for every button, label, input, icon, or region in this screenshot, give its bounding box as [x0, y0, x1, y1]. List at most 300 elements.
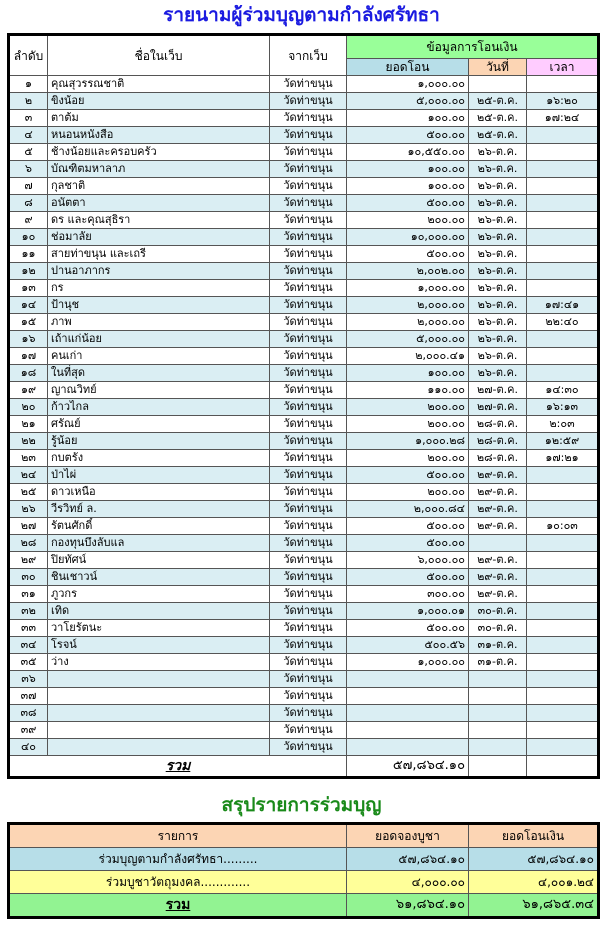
table-row	[9, 637, 599, 654]
transfer-time	[527, 569, 599, 586]
from-web: วัดท่าขนุน	[270, 603, 347, 620]
transfer-time	[527, 552, 599, 569]
donor-name: เทิด	[48, 603, 270, 620]
donor-table	[7, 33, 600, 779]
table-row	[9, 161, 599, 178]
summary-table	[7, 822, 600, 919]
transfer-date	[469, 535, 527, 552]
transfer-time: ๒๒:๔๐	[527, 314, 599, 331]
transfer-date: ๒๖-ต.ค.	[469, 297, 527, 314]
transfer-amount: ๒๐๐.๐๐	[347, 416, 469, 433]
row-no: ๒๕	[9, 484, 48, 501]
donor-name: ดาวเหนือ	[48, 484, 270, 501]
table-row	[9, 467, 599, 484]
table-row	[9, 110, 599, 127]
total-label: รวม	[165, 757, 191, 774]
transfer-amount	[347, 722, 469, 739]
table-row	[9, 144, 599, 161]
transfer-time: ๑๗:๔๑	[527, 297, 599, 314]
transfer-time	[527, 722, 599, 739]
transfer-amount: ๕๐๐.๐๐	[347, 569, 469, 586]
table-row	[9, 263, 599, 280]
row-no: ๓๘	[9, 705, 48, 722]
summary-header-transferred: ยอดโอนเงิน	[469, 824, 599, 848]
row-no: ๒๒	[9, 433, 48, 450]
transfer-time	[527, 688, 599, 705]
transfer-time: ๒:๐๓	[527, 416, 599, 433]
total-amount: ๕๗,๘๖๔.๑๐	[347, 756, 469, 778]
transfer-amount: ๑,๐๐๐.๐๐	[347, 654, 469, 671]
from-web: วัดท่าขนุน	[270, 518, 347, 535]
summary-total-label-cell	[9, 894, 347, 918]
transfer-amount	[347, 705, 469, 722]
row-no: ๒๐	[9, 399, 48, 416]
from-web: วัดท่าขนุน	[270, 620, 347, 637]
from-web: วัดท่าขนุน	[270, 280, 347, 297]
table-row	[9, 535, 599, 552]
row-no: ๓๔	[9, 637, 48, 654]
row-no: ๒๖	[9, 501, 48, 518]
table-row	[9, 93, 599, 110]
donor-name: วีรวิทย์ ล.	[48, 501, 270, 518]
table-row	[9, 416, 599, 433]
transfer-amount: ๑๐,๕๕๐.๐๐	[347, 144, 469, 161]
transfer-date: ๒๖-ต.ค.	[469, 212, 527, 229]
donor-name: ช่อมาลัย	[48, 229, 270, 246]
row-no: ๑๗	[9, 348, 48, 365]
row-no: ๒	[9, 93, 48, 110]
transfer-date: ๒๘-ต.ค.	[469, 416, 527, 433]
table-row	[9, 603, 599, 620]
transfer-amount: ๒๐๐.๐๐	[347, 399, 469, 416]
transfer-amount: ๕,๐๐๐.๐๐	[347, 93, 469, 110]
transfer-date: ๒๙-ต.ค.	[469, 569, 527, 586]
transfer-amount: ๑๐,๐๐๐.๐๐	[347, 229, 469, 246]
table-row	[9, 382, 599, 399]
transfer-amount: ๑๐๐.๐๐	[347, 161, 469, 178]
row-no: ๑๓	[9, 280, 48, 297]
donor-name: เถ้าแก่น้อย	[48, 331, 270, 348]
summary-pledged: ๕๗,๘๖๔.๑๐	[347, 848, 469, 871]
row-no: ๒๔	[9, 467, 48, 484]
transfer-date: ๓๐-ต.ค.	[469, 620, 527, 637]
transfer-time	[527, 348, 599, 365]
row-no: ๔	[9, 127, 48, 144]
transfer-amount: ๒,๐๐๐.๐๐	[347, 314, 469, 331]
row-no: ๓	[9, 110, 48, 127]
transfer-amount: ๒๐๐.๐๐	[347, 484, 469, 501]
transfer-amount: ๒๐๐.๐๐	[347, 212, 469, 229]
donor-name: ขิงน้อย	[48, 93, 270, 110]
from-web: วัดท่าขนุน	[270, 76, 347, 93]
transfer-date: ๓๑-ต.ค.	[469, 637, 527, 654]
transfer-time	[527, 212, 599, 229]
transfer-time	[527, 161, 599, 178]
row-no: ๕	[9, 144, 48, 161]
from-web: วัดท่าขนุน	[270, 382, 347, 399]
transfer-amount: ๓๐๐.๐๐	[347, 586, 469, 603]
donor-name: ป่าไผ่	[48, 467, 270, 484]
donor-name	[48, 722, 270, 739]
from-web: วัดท่าขนุน	[270, 229, 347, 246]
from-web: วัดท่าขนุน	[270, 654, 347, 671]
transfer-time: ๑๔:๓๐	[527, 382, 599, 399]
transfer-time	[527, 280, 599, 297]
header-from: จากเว็บ	[270, 35, 347, 76]
row-no: ๓๑	[9, 586, 48, 603]
transfer-date: ๓๑-ต.ค.	[469, 654, 527, 671]
page-title: รายนามผู้ร่วมบุญตามกำลังศรัทธา	[163, 4, 440, 26]
table-row	[9, 127, 599, 144]
from-web: วัดท่าขนุน	[270, 246, 347, 263]
transfer-amount: ๑,๐๐๐.๐๐	[347, 280, 469, 297]
transfer-time	[527, 654, 599, 671]
transfer-amount: ๕๐๐.๐๐	[347, 535, 469, 552]
table-row	[9, 76, 599, 93]
from-web: วัดท่าขนุน	[270, 671, 347, 688]
table-row	[9, 569, 599, 586]
transfer-amount: ๑,๐๐๐.๒๘	[347, 433, 469, 450]
donor-name: หนอนหนังสือ	[48, 127, 270, 144]
row-no: ๖	[9, 161, 48, 178]
donor-name: ภูวกร	[48, 586, 270, 603]
row-no: ๓๗	[9, 688, 48, 705]
donor-name: บัณฑิตมหาลาภ	[48, 161, 270, 178]
row-no: ๑๕	[9, 314, 48, 331]
row-no: ๔๐	[9, 739, 48, 756]
transfer-date: ๒๖-ต.ค.	[469, 229, 527, 246]
donor-name: กบตรัง	[48, 450, 270, 467]
transfer-date: ๓๐-ต.ค.	[469, 603, 527, 620]
row-no: ๓๖	[9, 671, 48, 688]
transfer-date: ๒๘-ต.ค.	[469, 433, 527, 450]
summary-total-transferred: ๖๑,๘๖๕.๓๔	[469, 894, 599, 918]
table-row	[9, 518, 599, 535]
header-transfer-info: ข้อมูลการโอนเงิน	[347, 35, 599, 59]
summary-item: ร่วมบูชาวัตถุมงคล.............	[9, 871, 347, 894]
donor-name: ญาณวิทย์	[48, 382, 270, 399]
transfer-time	[527, 365, 599, 382]
transfer-time	[527, 246, 599, 263]
table-row	[9, 365, 599, 382]
donor-name: โรจน์	[48, 637, 270, 654]
table-row	[9, 739, 599, 756]
from-web: วัดท่าขนุน	[270, 144, 347, 161]
summary-total-pledged: ๖๑,๘๖๔.๑๐	[347, 894, 469, 918]
transfer-time: ๑๖:๒๐	[527, 93, 599, 110]
summary-row	[9, 848, 599, 871]
donor-name: ในที่สุด	[48, 365, 270, 382]
row-no: ๓๐	[9, 569, 48, 586]
transfer-date: ๒๙-ต.ค.	[469, 518, 527, 535]
table-row	[9, 212, 599, 229]
row-no: ๓๕	[9, 654, 48, 671]
from-web: วัดท่าขนุน	[270, 93, 347, 110]
transfer-date: ๒๖-ต.ค.	[469, 365, 527, 382]
donor-name: ก้าวไกล	[48, 399, 270, 416]
transfer-date: ๒๕-ต.ค.	[469, 110, 527, 127]
from-web: วัดท่าขนุน	[270, 416, 347, 433]
transfer-amount: ๑๑๐.๐๐	[347, 382, 469, 399]
transfer-date: ๒๙-ต.ค.	[469, 552, 527, 569]
transfer-date	[469, 688, 527, 705]
transfer-amount: ๒,๐๐๒.๐๐	[347, 263, 469, 280]
transfer-amount: ๕๐๐.๐๐	[347, 518, 469, 535]
table-row	[9, 620, 599, 637]
row-no: ๓๓	[9, 620, 48, 637]
transfer-time	[527, 603, 599, 620]
row-no: ๒๙	[9, 552, 48, 569]
table-row	[9, 433, 599, 450]
transfer-time: ๑๐:๐๓	[527, 518, 599, 535]
from-web: วัดท่าขนุน	[270, 161, 347, 178]
from-web: วัดท่าขนุน	[270, 535, 347, 552]
transfer-time	[527, 178, 599, 195]
donor-name: กุลชาติ	[48, 178, 270, 195]
row-no: ๒๗	[9, 518, 48, 535]
row-no: ๘	[9, 195, 48, 212]
transfer-amount: ๕๐๐.๐๐	[347, 195, 469, 212]
row-no: ๒๓	[9, 450, 48, 467]
from-web: วัดท่าขนุน	[270, 178, 347, 195]
donor-name: ป้านุช	[48, 297, 270, 314]
row-no: ๑๒	[9, 263, 48, 280]
transfer-time: ๑๗:๒๔	[527, 110, 599, 127]
table-row	[9, 688, 599, 705]
row-no: ๑๘	[9, 365, 48, 382]
transfer-amount: ๑๐๐.๐๐	[347, 178, 469, 195]
table-row	[9, 178, 599, 195]
transfer-amount: ๕๐๐.๐๐	[347, 127, 469, 144]
total-empty-date	[469, 756, 527, 778]
transfer-date: ๒๙-ต.ค.	[469, 501, 527, 518]
row-no: ๑๙	[9, 382, 48, 399]
from-web: วัดท่าขนุน	[270, 450, 347, 467]
transfer-amount: ๕,๐๐๐.๐๐	[347, 331, 469, 348]
from-web: วัดท่าขนุน	[270, 399, 347, 416]
transfer-date	[469, 76, 527, 93]
transfer-amount	[347, 671, 469, 688]
transfer-date: ๒๕-ต.ค.	[469, 127, 527, 144]
donor-name	[48, 705, 270, 722]
from-web: วัดท่าขนุน	[270, 110, 347, 127]
table-row	[9, 280, 599, 297]
from-web: วัดท่าขนุน	[270, 195, 347, 212]
row-no: ๗	[9, 178, 48, 195]
transfer-date: ๒๖-ต.ค.	[469, 331, 527, 348]
summary-header-pledged: ยอดจองบูชา	[347, 824, 469, 848]
transfer-amount: ๕๐๐.๐๐	[347, 620, 469, 637]
transfer-time	[527, 195, 599, 212]
table-row	[9, 195, 599, 212]
from-web: วัดท่าขนุน	[270, 637, 347, 654]
table-row	[9, 484, 599, 501]
transfer-time	[527, 705, 599, 722]
header-date: วันที่	[469, 59, 527, 76]
transfer-amount	[347, 688, 469, 705]
row-no: ๑๑	[9, 246, 48, 263]
header-time: เวลา	[527, 59, 599, 76]
from-web: วัดท่าขนุน	[270, 297, 347, 314]
transfer-amount: ๕๐๐.๐๐	[347, 246, 469, 263]
transfer-time	[527, 76, 599, 93]
transfer-date: ๒๙-ต.ค.	[469, 484, 527, 501]
table-row	[9, 348, 599, 365]
donor-name	[48, 739, 270, 756]
from-web: วัดท่าขนุน	[270, 739, 347, 756]
row-no: ๙	[9, 212, 48, 229]
table-row	[9, 722, 599, 739]
donor-name: ภาพ	[48, 314, 270, 331]
donor-name: รู้น้อย	[48, 433, 270, 450]
transfer-date: ๒๖-ต.ค.	[469, 161, 527, 178]
transfer-time	[527, 535, 599, 552]
table-row	[9, 297, 599, 314]
transfer-amount: ๒๐๐.๐๐	[347, 450, 469, 467]
row-no: ๑๖	[9, 331, 48, 348]
row-no: ๓๒	[9, 603, 48, 620]
donor-name: กองทุนบึงลับแล	[48, 535, 270, 552]
summary-transferred: ๕๗,๘๖๔.๑๐	[469, 848, 599, 871]
transfer-time	[527, 229, 599, 246]
transfer-date: ๒๖-ต.ค.	[469, 178, 527, 195]
from-web: วัดท่าขนุน	[270, 484, 347, 501]
donor-name: รัตนศักดิ์	[48, 518, 270, 535]
from-web: วัดท่าขนุน	[270, 688, 347, 705]
transfer-amount: ๑๐๐.๐๐	[347, 365, 469, 382]
header-no: ลำดับ	[9, 35, 48, 76]
transfer-time	[527, 484, 599, 501]
transfer-time	[527, 331, 599, 348]
transfer-amount: ๒,๐๐๐.๔๑	[347, 348, 469, 365]
transfer-amount: ๕๐๐.๐๐	[347, 467, 469, 484]
transfer-time	[527, 620, 599, 637]
transfer-amount	[347, 739, 469, 756]
from-web: วัดท่าขนุน	[270, 501, 347, 518]
donor-name: สายท่าขนุน และเถรี	[48, 246, 270, 263]
table-row	[9, 450, 599, 467]
summary-pledged: ๔,๐๐๐.๐๐	[347, 871, 469, 894]
table-row	[9, 246, 599, 263]
transfer-amount: ๒,๐๐๐.๘๔	[347, 501, 469, 518]
donor-name: ว่าง	[48, 654, 270, 671]
total-label-cell	[9, 756, 347, 778]
from-web: วัดท่าขนุน	[270, 552, 347, 569]
summary-title: สรุปรายการร่วมบุญ	[221, 794, 382, 816]
transfer-date: ๒๖-ต.ค.	[469, 246, 527, 263]
row-no: ๓๙	[9, 722, 48, 739]
donor-name: ศรัณย์	[48, 416, 270, 433]
donor-name: ปิยทัศน์	[48, 552, 270, 569]
table-row	[9, 229, 599, 246]
from-web: วัดท่าขนุน	[270, 722, 347, 739]
transfer-time: ๑๒:๕๙	[527, 433, 599, 450]
from-web: วัดท่าขนุน	[270, 127, 347, 144]
table-row	[9, 331, 599, 348]
transfer-date: ๒๖-ต.ค.	[469, 144, 527, 161]
transfer-date: ๒๙-ต.ค.	[469, 586, 527, 603]
transfer-date	[469, 722, 527, 739]
summary-row	[9, 871, 599, 894]
from-web: วัดท่าขนุน	[270, 348, 347, 365]
transfer-date	[469, 739, 527, 756]
transfer-date	[469, 671, 527, 688]
from-web: วัดท่าขนุน	[270, 705, 347, 722]
transfer-date	[469, 705, 527, 722]
from-web: วัดท่าขนุน	[270, 569, 347, 586]
donor-name: ช้างน้อยและครอบครัว	[48, 144, 270, 161]
from-web: วัดท่าขนุน	[270, 586, 347, 603]
transfer-time	[527, 501, 599, 518]
row-no: ๒๘	[9, 535, 48, 552]
table-row	[9, 314, 599, 331]
donor-name	[48, 671, 270, 688]
table-row	[9, 501, 599, 518]
table-row	[9, 654, 599, 671]
transfer-date: ๒๖-ต.ค.	[469, 314, 527, 331]
transfer-amount: ๑,๐๐๐.๐๐	[347, 76, 469, 93]
summary-total-label: รวม	[165, 897, 191, 913]
table-row	[9, 586, 599, 603]
from-web: วัดท่าขนุน	[270, 263, 347, 280]
transfer-amount: ๒,๐๐๐.๐๐	[347, 297, 469, 314]
row-no: ๑๐	[9, 229, 48, 246]
transfer-time	[527, 127, 599, 144]
transfer-date: ๒๙-ต.ค.	[469, 467, 527, 484]
donor-name: กร	[48, 280, 270, 297]
row-no: ๑๔	[9, 297, 48, 314]
summary-header-item: รายการ	[9, 824, 347, 848]
from-web: วัดท่าขนุน	[270, 467, 347, 484]
from-web: วัดท่าขนุน	[270, 212, 347, 229]
transfer-amount: ๑,๐๐๐.๐๑	[347, 603, 469, 620]
transfer-date: ๒๖-ต.ค.	[469, 263, 527, 280]
transfer-time	[527, 263, 599, 280]
total-empty-time	[527, 756, 599, 778]
summary-item: ร่วมบุญตามกำลังศรัทธา.........	[9, 848, 347, 871]
donor-name: อนัตตา	[48, 195, 270, 212]
transfer-time	[527, 586, 599, 603]
transfer-time	[527, 467, 599, 484]
table-row	[9, 552, 599, 569]
transfer-time	[527, 739, 599, 756]
from-web: วัดท่าขนุน	[270, 314, 347, 331]
transfer-time	[527, 144, 599, 161]
summary-total-row	[9, 894, 599, 918]
header-amount: ยอดโอน	[347, 59, 469, 76]
row-no: ๒๑	[9, 416, 48, 433]
donor-name: คุณสุวรรณชาติ	[48, 76, 270, 93]
from-web: วัดท่าขนุน	[270, 433, 347, 450]
transfer-time	[527, 671, 599, 688]
donor-name: ปานอาภากร	[48, 263, 270, 280]
transfer-date: ๒๖-ต.ค.	[469, 195, 527, 212]
donor-name: วาโยรัตนะ	[48, 620, 270, 637]
table-row	[9, 399, 599, 416]
summary-transferred: ๔,๐๐๑.๒๔	[469, 871, 599, 894]
donor-name: ชินเชาวน์	[48, 569, 270, 586]
transfer-time: ๑๖:๑๓	[527, 399, 599, 416]
donor-name: ดร และคุณสุธิรา	[48, 212, 270, 229]
transfer-date: ๒๘-ต.ค.	[469, 450, 527, 467]
transfer-time	[527, 637, 599, 654]
transfer-date: ๒๖-ต.ค.	[469, 280, 527, 297]
transfer-date: ๒๗-ต.ค.	[469, 382, 527, 399]
transfer-date: ๒๖-ต.ค.	[469, 348, 527, 365]
table-row	[9, 705, 599, 722]
header-name: ชื่อในเว็บ	[48, 35, 270, 76]
donor-name	[48, 688, 270, 705]
